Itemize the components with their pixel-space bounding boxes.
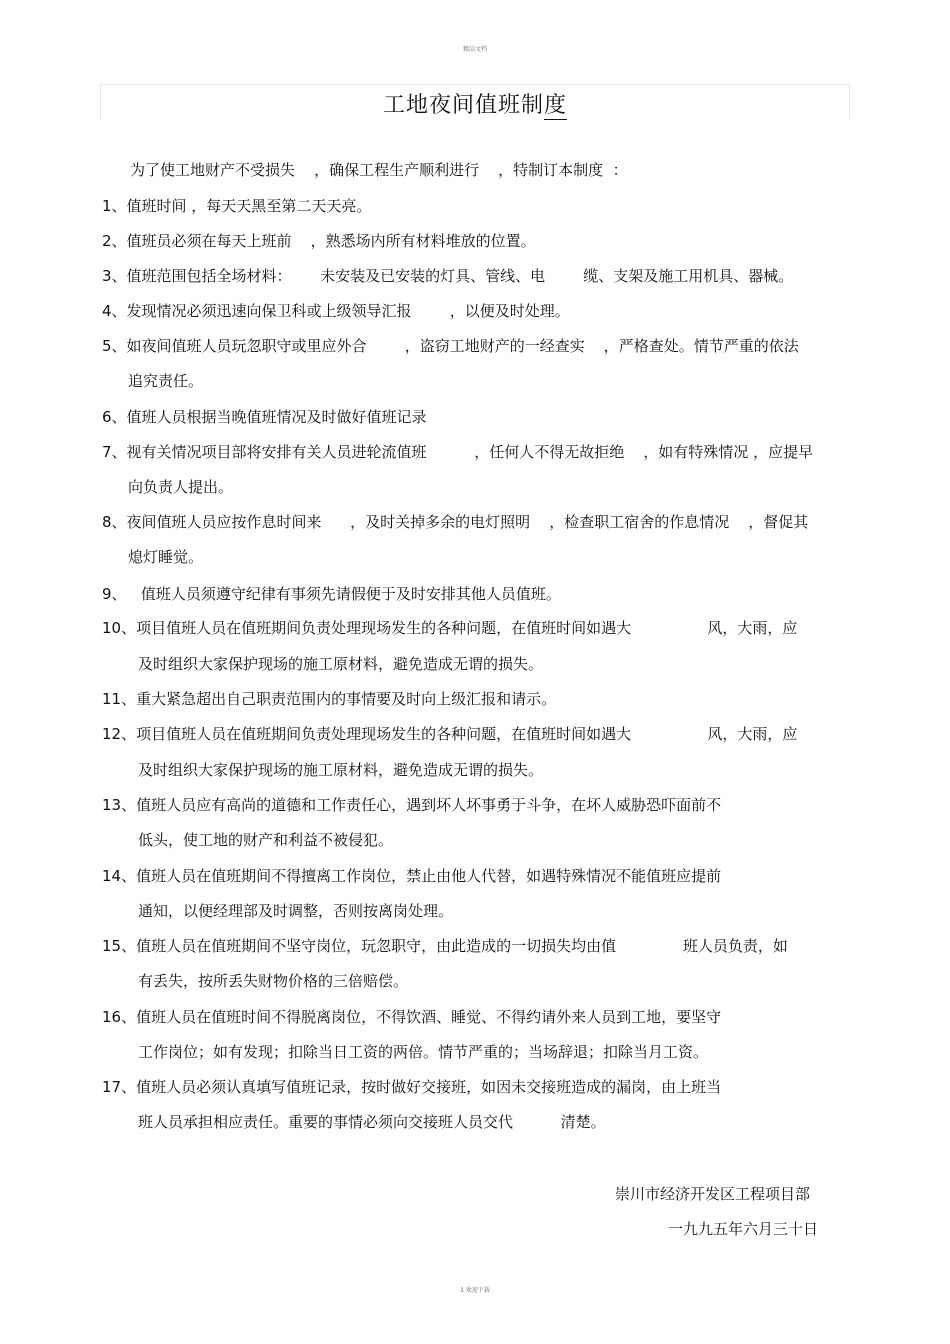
rule-continuation: 有丢失，按所丢失财物价格的三倍赔偿。: [138, 972, 409, 990]
rule-line: 1、值班时间 ，每天天黑至第二天天亮。: [102, 197, 372, 215]
rule-continuation: 及时组织大家保护现场的施工原材料，避免造成无谓的损失。: [138, 655, 544, 673]
rule-line: 8、夜间值班人员应按作息时间来 ，及时关掉多余的电灯照明 ，检查职工宿舍的作息情况 ，督促其: [102, 513, 809, 531]
rule-continuation: 低头，使工地的财产和利益不被侵犯。: [138, 831, 394, 849]
rule-line: 15、值班人员在值班期间不坚守岗位，玩忽职守，由此造成的一切损失均由值 班人员负责，如: [102, 937, 788, 955]
rule-line: 11、重大紧急超出自己职责范围内的事情要及时向上级汇报和请示。: [102, 690, 557, 708]
rule-line: 4、发现情况必须迅速向保卫科或上级领导汇报 ，以便及时处理。: [102, 302, 570, 320]
rule-continuation: 追究责任。: [128, 372, 204, 390]
rule-line: 3、值班范围包括全场材料： 未安装及已安装的灯具、管线、电 缆、支架及施工用机具、器械。: [102, 267, 794, 285]
rule-continuation: 熄灯睡觉。: [128, 548, 204, 566]
rule-line: 14、值班人员在值班期间不得擅离工作岗位，禁止由他人代替，如遇特殊情况不能值班应提前: [102, 867, 722, 885]
rule-line: 5、如夜间值班人员玩忽职守或里应外合 ，盗窃工地财产的一经查实 ，严格查处。情节严重的依法: [102, 337, 799, 355]
page-title: [0, 88, 950, 119]
title-main: 工地夜间值班制: [382, 93, 544, 118]
signature-org: 崇川市经济开发区工程项目部: [615, 1185, 811, 1203]
rule-continuation: 及时组织大家保护现场的施工原材料，避免造成无谓的损失。: [138, 761, 544, 779]
rule-line: 13、值班人员应有高尚的道德和工作责任心，遇到坏人坏事勇于斗争，在坏人威胁恐吓面前不: [102, 796, 722, 814]
rule-line: 2、值班员必须在每天上班前 ，熟悉场内所有材料堆放的位置。: [102, 232, 536, 250]
title-underlined-char: 度: [544, 93, 568, 118]
signature-date: 一九九五年六月三十日: [668, 1220, 819, 1238]
rule-continuation: 工作岗位；如有发现；扣除当日工资的两倍。情节严重的；当场辞退；扣除当月工资。: [138, 1043, 709, 1061]
rule-continuation: 通知，以便经理部及时调整，否则按离岗处理。: [138, 902, 454, 920]
rule-line: 17、值班人员必须认真填写值班记录，按时做好交接班，如因未交接班造成的漏岗，由上班当: [102, 1078, 722, 1096]
rule-line: 6、值班人员根据当晚值班情况及时做好值班记录: [102, 408, 427, 426]
header-note: 精品文档: [462, 46, 487, 53]
footer-note: 1 欢迎下载: [460, 1287, 490, 1294]
rule-line: 16、值班人员在值班时间不得脱离岗位，不得饮酒、睡觉、不得约请外来人员到工地，要坚守: [102, 1008, 722, 1026]
rule-line: 7、视有关情况项目部将安排有关人员进轮流值班 ，任何人不得无故拒绝 ，如有特殊情况 ，应提早: [102, 443, 814, 461]
rule-continuation: 班人员承担相应责任。重要的事情必须向交接班人员交代 清楚。: [138, 1113, 606, 1131]
rule-line: 12、项目值班人员在值班期间负责处理现场发生的各种问题，在值班时间如遇大 风，大雨，应: [102, 725, 798, 743]
rule-continuation: 向负责人提出。: [128, 478, 234, 496]
rule-line: 9、 值班人员须遵守纪律有事须先请假便于及时安排其他人员值班。: [102, 585, 561, 603]
rule-line: 10、项目值班人员在值班期间负责处理现场发生的各种问题，在值班时间如遇大 风，大雨，应: [102, 619, 798, 637]
intro-paragraph: 为了使工地财产不受损失 ，确保工程生产顺利进行 ，特制订本制度 ：: [130, 161, 628, 179]
